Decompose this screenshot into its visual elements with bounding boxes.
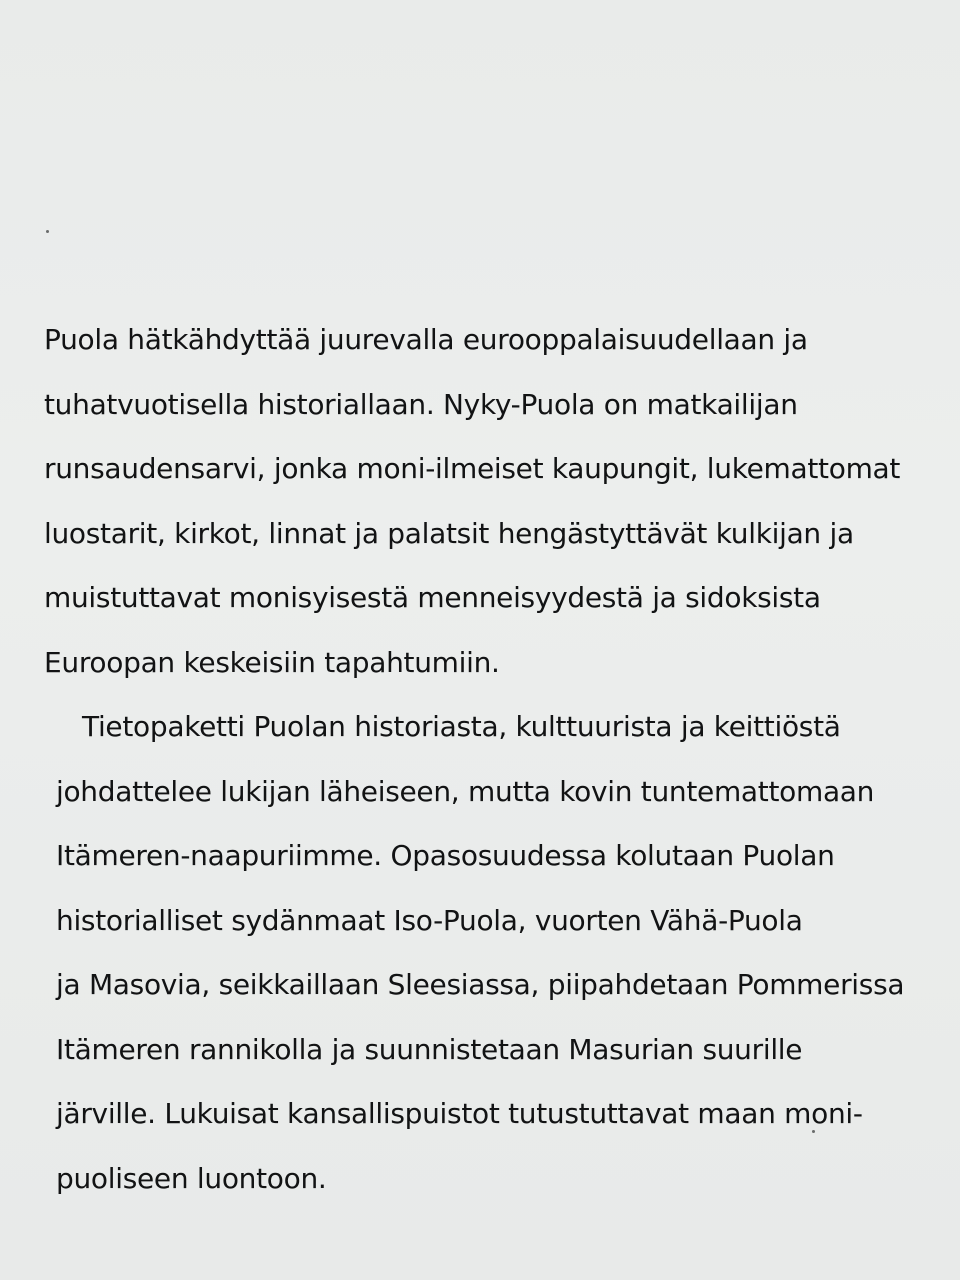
text-line: johdattelee lukijan läheiseen, mutta kovin tuntemattomaan xyxy=(56,774,875,808)
cover-blurb xyxy=(44,308,944,1211)
text-line: tuhatvuotisella historiallaan. Nyky-Puola on matkailijan xyxy=(44,387,798,421)
text-line: historialliset sydänmaat Iso-Puola, vuorten Vähä-Puola xyxy=(56,903,803,937)
text-line: Itämeren rannikolla ja suunnistetaan Masurian suurille xyxy=(56,1032,803,1066)
text-line: puoliseen luontoon. xyxy=(56,1161,327,1195)
text-line: Puola hätkähdyttää juurevalla eurooppalaisuudellaan ja xyxy=(44,323,808,356)
text-line: järville. Lukuisat kansallispuistot tutustuttavat maan moni- xyxy=(56,1097,863,1130)
paragraph-2 xyxy=(44,695,944,1211)
text-line: muistuttavat monisyisestä menneisyydestä ja sidoksista xyxy=(44,581,821,614)
text-line: ja Masovia, seikkaillaan Sleesiassa, piipahdetaan Pommerissa xyxy=(56,968,905,1001)
text-line: Tietopaketti Puolan historiasta, kulttuurista ja keittiöstä xyxy=(82,710,841,743)
text-line: runsaudensarvi, jonka moni-ilmeiset kaupungit, lukemattomat xyxy=(44,452,901,485)
paper-speck xyxy=(46,230,49,233)
text-line: Itämeren-naapuriimme. Opasosuudessa kolutaan Puolan xyxy=(56,839,835,872)
text-line: luostarit, kirkot, linnat ja palatsit hengästyttävät kulkijan ja xyxy=(44,516,854,550)
text-line: Euroopan keskeisiin tapahtumiin. xyxy=(44,645,500,679)
paragraph-1 xyxy=(44,308,944,695)
